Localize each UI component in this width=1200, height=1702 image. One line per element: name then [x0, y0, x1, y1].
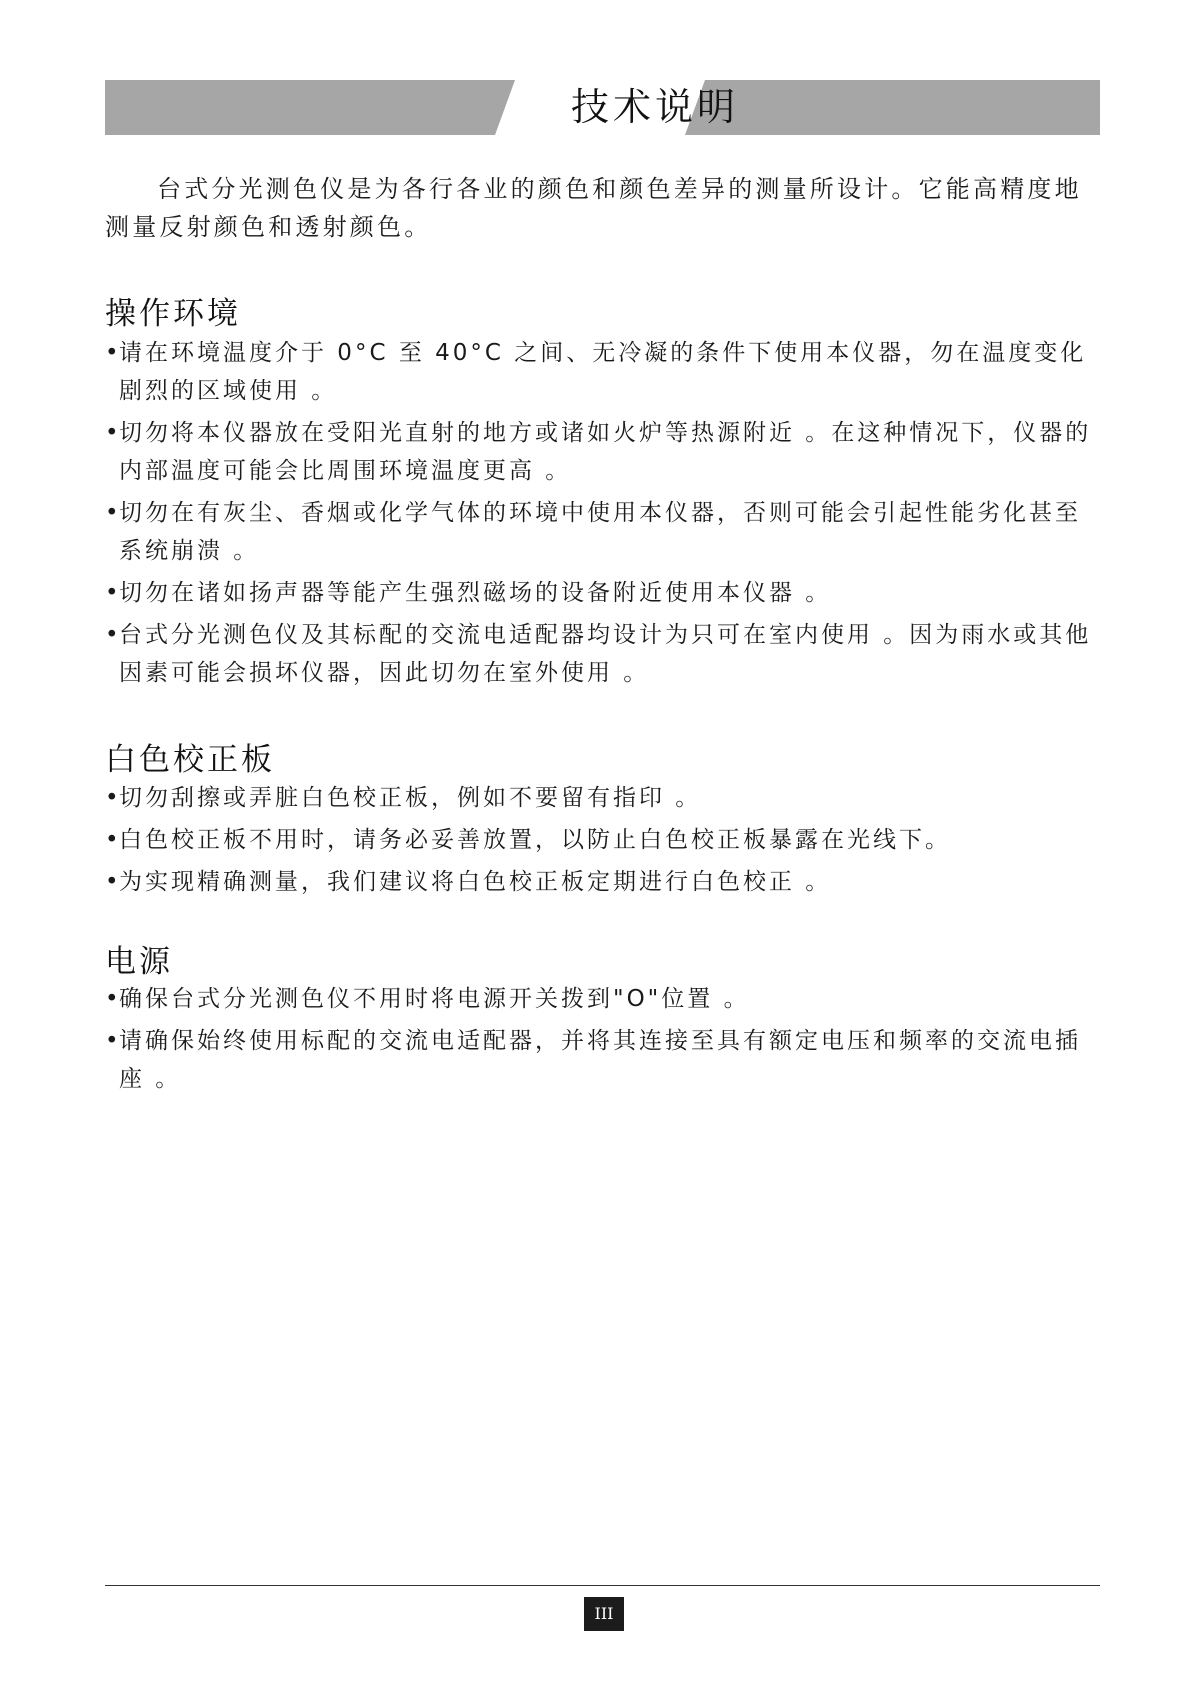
environment-list [105, 334, 1105, 696]
bullet-icon: • [105, 500, 122, 526]
bullet-icon: • [105, 622, 122, 648]
list-item [105, 821, 1105, 859]
header-band-left [105, 80, 515, 135]
page-number: III [584, 1597, 624, 1631]
intro-paragraph: 台式分光测色仪是为各行各业的颜色和颜色差异的测量所设计。它能高精度地测量反射颜色和透射颜色。 [105, 175, 1082, 241]
list-item [105, 616, 1105, 692]
list-item-text: 切勿将本仪器放在受阳光直射的地方或诸如火炉等热源附近 。在这种情况下，仪器的内部温度可能会比周围环境温度更高 。 [119, 420, 1092, 484]
list-item-text: 切勿在诸如扬声器等能产生强烈磁场的设备附近使用本仪器 。 [119, 580, 832, 606]
white-plate-list [105, 779, 1105, 905]
bullet-icon: • [105, 869, 122, 895]
list-item-text: 确保台式分光测色仪不用时将电源开关拨到"O"位置 。 [119, 986, 750, 1012]
list-item [105, 574, 1105, 612]
list-item-text: 请确保始终使用标配的交流电适配器，并将其连接至具有额定电压和频率的交流电插座 。 [119, 1028, 1081, 1092]
page-title: 技术说明 [570, 85, 739, 129]
footer-divider [105, 1585, 1100, 1586]
section-heading-white-plate: 白色校正板 [105, 742, 275, 778]
list-item-text: 白色校正板不用时，请务必妥善放置，以防止白色校正板暴露在光线下。 [119, 827, 951, 853]
list-item-text: 切勿在有灰尘、香烟或化学气体的环境中使用本仪器，否则可能会引起性能劣化甚至系统崩溃 。 [119, 500, 1081, 564]
header-band [105, 80, 1100, 135]
bullet-icon: • [105, 580, 122, 606]
list-item-text: 请在环境温度介于 0°C 至 40°C 之间、无冷凝的条件下使用本仪器，勿在温度变化剧烈的区域使用 。 [119, 340, 1087, 404]
list-item [105, 980, 1105, 1018]
list-item [105, 494, 1105, 570]
bullet-icon: • [105, 827, 122, 853]
bullet-icon: • [105, 785, 122, 811]
list-item [105, 1022, 1105, 1098]
list-item [105, 863, 1105, 901]
list-item-text: 台式分光测色仪及其标配的交流电适配器均设计为只可在室内使用 。因为雨水或其他因素可能会损坏仪器，因此切勿在室外使用 。 [119, 622, 1092, 686]
section-heading-power: 电源 [105, 944, 173, 980]
bullet-icon: • [105, 1028, 122, 1054]
list-item [105, 779, 1105, 817]
section-heading-environment: 操作环境 [105, 296, 241, 332]
bullet-icon: • [105, 420, 122, 446]
power-list [105, 980, 1105, 1102]
bullet-icon: • [105, 340, 122, 366]
bullet-icon: • [105, 986, 122, 1012]
list-item [105, 334, 1105, 410]
list-item-text: 为实现精确测量，我们建议将白色校正板定期进行白色校正 。 [119, 869, 832, 895]
list-item [105, 414, 1105, 490]
list-item-text: 切勿刮擦或弄脏白色校正板，例如不要留有指印 。 [119, 785, 702, 811]
